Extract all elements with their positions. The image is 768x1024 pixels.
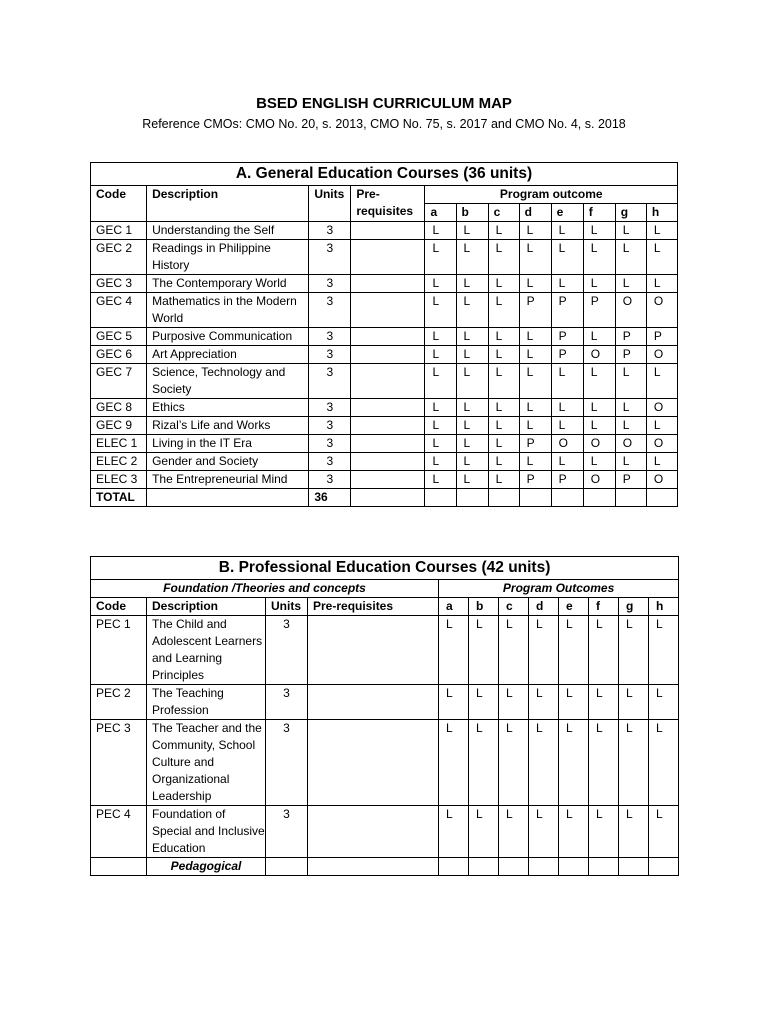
- outcome-h: O: [646, 435, 677, 453]
- header-outcome-c: c: [499, 598, 529, 616]
- outcome-a: L: [439, 806, 469, 858]
- outcome-c: L: [499, 685, 529, 720]
- professional-education-caption: B. Professional Education Courses (42 units): [91, 557, 679, 580]
- outcome-g: L: [615, 222, 646, 240]
- outcome-e: L: [559, 685, 589, 720]
- course-units: 3: [266, 720, 308, 806]
- subhead-program-outcomes: Program Outcomes: [439, 580, 679, 598]
- outcome-h: O: [646, 346, 677, 364]
- outcome-a: L: [425, 240, 456, 275]
- total-units: 36: [309, 489, 351, 507]
- outcome-c: L: [488, 364, 519, 399]
- pedagogical-row: [91, 858, 679, 876]
- pedagogical-cell: [469, 858, 499, 876]
- outcome-d: P: [519, 435, 551, 453]
- table-row: [91, 275, 678, 293]
- outcome-h: L: [646, 364, 677, 399]
- table-row: [91, 471, 678, 489]
- outcome-b: L: [456, 328, 488, 346]
- course-description: Gender and Society: [147, 453, 309, 471]
- table-row: [91, 806, 679, 858]
- course-prerequisites: [351, 417, 425, 435]
- table-row: [91, 293, 678, 328]
- course-prerequisites: [351, 293, 425, 328]
- course-prerequisites: [308, 720, 439, 806]
- course-prerequisites: [351, 240, 425, 275]
- course-units: 3: [309, 293, 351, 328]
- header-outcome-d: d: [519, 204, 551, 222]
- course-units: 3: [309, 471, 351, 489]
- outcome-b: L: [456, 346, 488, 364]
- header-units: Units: [266, 598, 308, 616]
- outcome-a: L: [425, 417, 456, 435]
- professional-education-table: [90, 556, 679, 876]
- course-code: ELEC 2: [91, 453, 147, 471]
- outcome-e: L: [551, 453, 583, 471]
- header-outcome-h: h: [646, 204, 677, 222]
- outcome-g: P: [615, 346, 646, 364]
- course-code: GEC 4: [91, 293, 147, 328]
- outcome-g: O: [615, 435, 646, 453]
- header-prerequisites: [351, 186, 425, 222]
- outcome-e: L: [551, 364, 583, 399]
- course-description: Foundation of Special and Inclusive Education: [147, 806, 266, 858]
- header-outcome-f: f: [589, 598, 619, 616]
- course-units: 3: [266, 616, 308, 685]
- outcome-e: L: [551, 399, 583, 417]
- outcome-b: L: [456, 275, 488, 293]
- course-prerequisites: [308, 685, 439, 720]
- header-outcome-b: b: [456, 204, 488, 222]
- course-description: The Contemporary World: [147, 275, 309, 293]
- outcome-c: L: [488, 222, 519, 240]
- header-units: Units: [309, 186, 351, 222]
- outcome-c: L: [488, 293, 519, 328]
- outcome-h: L: [649, 616, 679, 685]
- header-prereq-line2: requisites: [356, 204, 414, 218]
- header-outcome-a: a: [425, 204, 456, 222]
- outcome-f: L: [589, 720, 619, 806]
- outcome-d: L: [529, 685, 559, 720]
- outcome-b: L: [456, 471, 488, 489]
- course-prerequisites: [351, 435, 425, 453]
- course-code: GEC 3: [91, 275, 147, 293]
- outcome-g: L: [615, 453, 646, 471]
- header-outcome-a: a: [439, 598, 469, 616]
- course-code: ELEC 1: [91, 435, 147, 453]
- course-prerequisites: [351, 328, 425, 346]
- course-description: Purposive Communication: [147, 328, 309, 346]
- outcome-a: L: [439, 616, 469, 685]
- table-row: [91, 417, 678, 435]
- total-description: [147, 489, 309, 507]
- course-code: PEC 3: [91, 720, 147, 806]
- header-prerequisites: Pre-requisites: [308, 598, 439, 616]
- header-code: Code: [91, 598, 147, 616]
- outcome-c: L: [499, 616, 529, 685]
- course-description: Science, Technology and Society: [147, 364, 309, 399]
- course-prerequisites: [351, 346, 425, 364]
- total-outcome: [646, 489, 677, 507]
- outcome-f: O: [583, 435, 615, 453]
- outcome-a: L: [425, 293, 456, 328]
- pedagogical-label: Pedagogical: [147, 858, 266, 876]
- outcome-a: L: [425, 399, 456, 417]
- course-description: Readings in Philippine History: [147, 240, 309, 275]
- outcome-g: L: [619, 720, 649, 806]
- outcome-g: L: [615, 364, 646, 399]
- outcome-c: L: [488, 240, 519, 275]
- course-units: 3: [309, 417, 351, 435]
- total-outcome: [583, 489, 615, 507]
- outcome-b: L: [456, 293, 488, 328]
- course-prerequisites: [351, 453, 425, 471]
- outcome-d: L: [519, 364, 551, 399]
- outcome-h: L: [646, 453, 677, 471]
- header-outcome-g: g: [619, 598, 649, 616]
- outcome-c: L: [499, 806, 529, 858]
- outcome-e: P: [551, 471, 583, 489]
- outcome-e: P: [551, 293, 583, 328]
- course-description: The Child and Adolescent Learners and Learning Principles: [147, 616, 266, 685]
- course-code: GEC 7: [91, 364, 147, 399]
- course-description: The Teaching Profession: [147, 685, 266, 720]
- header-outcome-e: e: [551, 204, 583, 222]
- outcome-f: L: [583, 275, 615, 293]
- outcome-e: L: [551, 275, 583, 293]
- table-row: [91, 346, 678, 364]
- outcome-e: L: [559, 806, 589, 858]
- outcome-e: L: [551, 417, 583, 435]
- course-description: Mathematics in the Modern World: [147, 293, 309, 328]
- course-description: Rizal’s Life and Works: [147, 417, 309, 435]
- outcome-h: L: [646, 275, 677, 293]
- pedagogical-cell: [649, 858, 679, 876]
- outcome-a: L: [439, 685, 469, 720]
- table-row: [91, 399, 678, 417]
- header-outcome-f: f: [583, 204, 615, 222]
- outcome-g: O: [615, 293, 646, 328]
- outcome-h: L: [649, 685, 679, 720]
- outcome-d: L: [529, 806, 559, 858]
- course-prerequisites: [351, 364, 425, 399]
- outcome-b: L: [469, 720, 499, 806]
- course-description: Living in the IT Era: [147, 435, 309, 453]
- outcome-d: L: [519, 346, 551, 364]
- outcome-g: L: [615, 275, 646, 293]
- outcome-g: P: [615, 471, 646, 489]
- professional-education-rows: [91, 616, 679, 858]
- outcome-f: L: [583, 328, 615, 346]
- outcome-f: L: [583, 453, 615, 471]
- course-units: 3: [309, 435, 351, 453]
- general-education-table: [90, 162, 678, 507]
- outcome-b: L: [456, 435, 488, 453]
- course-code: PEC 2: [91, 685, 147, 720]
- table-row: [91, 685, 679, 720]
- table-row: [91, 328, 678, 346]
- outcome-c: L: [488, 453, 519, 471]
- outcome-h: L: [646, 417, 677, 435]
- pedagogical-cell: [589, 858, 619, 876]
- course-description: Art Appreciation: [147, 346, 309, 364]
- outcome-a: L: [439, 720, 469, 806]
- course-code: ELEC 3: [91, 471, 147, 489]
- outcome-c: L: [488, 275, 519, 293]
- outcome-f: L: [583, 364, 615, 399]
- outcome-g: L: [619, 685, 649, 720]
- subhead-foundation: Foundation /Theories and concepts: [91, 580, 439, 598]
- header-outcome-c: c: [488, 204, 519, 222]
- outcome-a: L: [425, 471, 456, 489]
- pedagogical-cell: [266, 858, 308, 876]
- outcome-a: L: [425, 435, 456, 453]
- outcome-f: L: [589, 806, 619, 858]
- course-units: 3: [266, 806, 308, 858]
- outcome-g: P: [615, 328, 646, 346]
- outcome-d: L: [519, 222, 551, 240]
- outcome-c: L: [499, 720, 529, 806]
- outcome-h: L: [646, 240, 677, 275]
- outcome-g: L: [615, 399, 646, 417]
- outcome-h: L: [646, 222, 677, 240]
- outcome-d: L: [529, 616, 559, 685]
- outcome-b: L: [456, 453, 488, 471]
- outcome-h: L: [649, 720, 679, 806]
- outcome-e: L: [551, 222, 583, 240]
- pedagogical-cell: [559, 858, 589, 876]
- outcome-f: L: [583, 399, 615, 417]
- outcome-b: L: [456, 222, 488, 240]
- outcome-e: O: [551, 435, 583, 453]
- total-prereq: [351, 489, 425, 507]
- course-prerequisites: [351, 222, 425, 240]
- outcome-d: P: [519, 471, 551, 489]
- course-description: Understanding the Self: [147, 222, 309, 240]
- general-education-rows: [91, 222, 678, 489]
- course-prerequisites: [351, 471, 425, 489]
- outcome-a: L: [425, 275, 456, 293]
- pedagogical-cell: [499, 858, 529, 876]
- course-code: GEC 5: [91, 328, 147, 346]
- header-description: Description: [147, 598, 266, 616]
- course-units: 3: [309, 453, 351, 471]
- outcome-c: L: [488, 399, 519, 417]
- outcome-a: L: [425, 222, 456, 240]
- outcome-h: O: [646, 471, 677, 489]
- outcome-d: L: [519, 275, 551, 293]
- course-prerequisites: [351, 399, 425, 417]
- course-code: GEC 1: [91, 222, 147, 240]
- course-code: GEC 2: [91, 240, 147, 275]
- outcome-g: L: [615, 417, 646, 435]
- outcome-b: L: [456, 417, 488, 435]
- outcome-f: O: [583, 346, 615, 364]
- course-units: 3: [309, 240, 351, 275]
- outcome-c: L: [488, 328, 519, 346]
- course-units: 3: [309, 399, 351, 417]
- total-label: TOTAL: [91, 489, 147, 507]
- outcome-f: L: [589, 616, 619, 685]
- table-row: [91, 435, 678, 453]
- outcome-a: L: [425, 346, 456, 364]
- outcome-c: L: [488, 346, 519, 364]
- course-code: GEC 9: [91, 417, 147, 435]
- table-row: [91, 616, 679, 685]
- outcome-f: P: [583, 293, 615, 328]
- document-subtitle: Reference CMOs: CMO No. 20, s. 2013, CMO No. 75, s. 2017 and CMO No. 4, s. 2018: [142, 117, 626, 131]
- outcome-b: L: [456, 240, 488, 275]
- outcome-d: L: [529, 720, 559, 806]
- table-row: [91, 222, 678, 240]
- total-outcome: [456, 489, 488, 507]
- table-row: [91, 364, 678, 399]
- outcome-f: O: [583, 471, 615, 489]
- document-title: BSED ENGLISH CURRICULUM MAP: [256, 95, 512, 112]
- outcome-h: O: [646, 399, 677, 417]
- pedagogical-cell: [308, 858, 439, 876]
- outcome-c: L: [488, 471, 519, 489]
- course-code: GEC 6: [91, 346, 147, 364]
- outcome-f: L: [589, 685, 619, 720]
- outcome-d: L: [519, 240, 551, 275]
- outcome-b: L: [469, 616, 499, 685]
- total-outcome: [519, 489, 551, 507]
- general-education-caption: A. General Education Courses (36 units): [91, 163, 678, 186]
- header-outcome-b: b: [469, 598, 499, 616]
- total-outcome: [488, 489, 519, 507]
- course-units: 3: [309, 346, 351, 364]
- outcome-e: P: [551, 346, 583, 364]
- outcome-e: L: [551, 240, 583, 275]
- header-outcome-h: h: [649, 598, 679, 616]
- total-outcome: [615, 489, 646, 507]
- course-prerequisites: [308, 806, 439, 858]
- outcome-d: L: [519, 328, 551, 346]
- course-code: GEC 8: [91, 399, 147, 417]
- header-program-outcome: Program outcome: [425, 186, 678, 204]
- outcome-c: L: [488, 435, 519, 453]
- outcome-f: L: [583, 417, 615, 435]
- outcome-h: P: [646, 328, 677, 346]
- course-description: The Entrepreneurial Mind: [147, 471, 309, 489]
- outcome-f: L: [583, 240, 615, 275]
- course-units: 3: [309, 275, 351, 293]
- pedagogical-cell: [439, 858, 469, 876]
- outcome-a: L: [425, 453, 456, 471]
- outcome-e: L: [559, 720, 589, 806]
- outcome-a: L: [425, 364, 456, 399]
- outcome-f: L: [583, 222, 615, 240]
- course-description: Ethics: [147, 399, 309, 417]
- course-code: PEC 1: [91, 616, 147, 685]
- total-outcome: [425, 489, 456, 507]
- table-row: [91, 453, 678, 471]
- outcome-e: L: [559, 616, 589, 685]
- outcome-a: L: [425, 328, 456, 346]
- course-units: 3: [309, 328, 351, 346]
- table-row: [91, 240, 678, 275]
- course-prerequisites: [351, 275, 425, 293]
- outcome-d: L: [519, 399, 551, 417]
- table-row: [91, 720, 679, 806]
- header-code: Code: [91, 186, 147, 222]
- outcome-b: L: [456, 364, 488, 399]
- header-outcome-e: e: [559, 598, 589, 616]
- course-description: The Teacher and the Community, School Culture and Organizational Leadership: [147, 720, 266, 806]
- header-prereq-line1: Pre-: [356, 187, 380, 201]
- outcome-e: P: [551, 328, 583, 346]
- course-prerequisites: [308, 616, 439, 685]
- outcome-h: L: [649, 806, 679, 858]
- outcome-d: P: [519, 293, 551, 328]
- outcome-g: L: [619, 806, 649, 858]
- outcome-b: L: [469, 806, 499, 858]
- pedagogical-code: [91, 858, 147, 876]
- course-units: 3: [266, 685, 308, 720]
- header-description: Description: [147, 186, 309, 222]
- outcome-g: L: [619, 616, 649, 685]
- outcome-g: L: [615, 240, 646, 275]
- course-units: 3: [309, 222, 351, 240]
- outcome-b: L: [469, 685, 499, 720]
- outcome-b: L: [456, 399, 488, 417]
- course-units: 3: [309, 364, 351, 399]
- total-row: [91, 489, 678, 507]
- course-code: PEC 4: [91, 806, 147, 858]
- outcome-h: O: [646, 293, 677, 328]
- total-outcome: [551, 489, 583, 507]
- outcome-d: L: [519, 453, 551, 471]
- header-outcome-g: g: [615, 204, 646, 222]
- pedagogical-cell: [619, 858, 649, 876]
- pedagogical-cell: [529, 858, 559, 876]
- outcome-c: L: [488, 417, 519, 435]
- outcome-d: L: [519, 417, 551, 435]
- header-outcome-d: d: [529, 598, 559, 616]
